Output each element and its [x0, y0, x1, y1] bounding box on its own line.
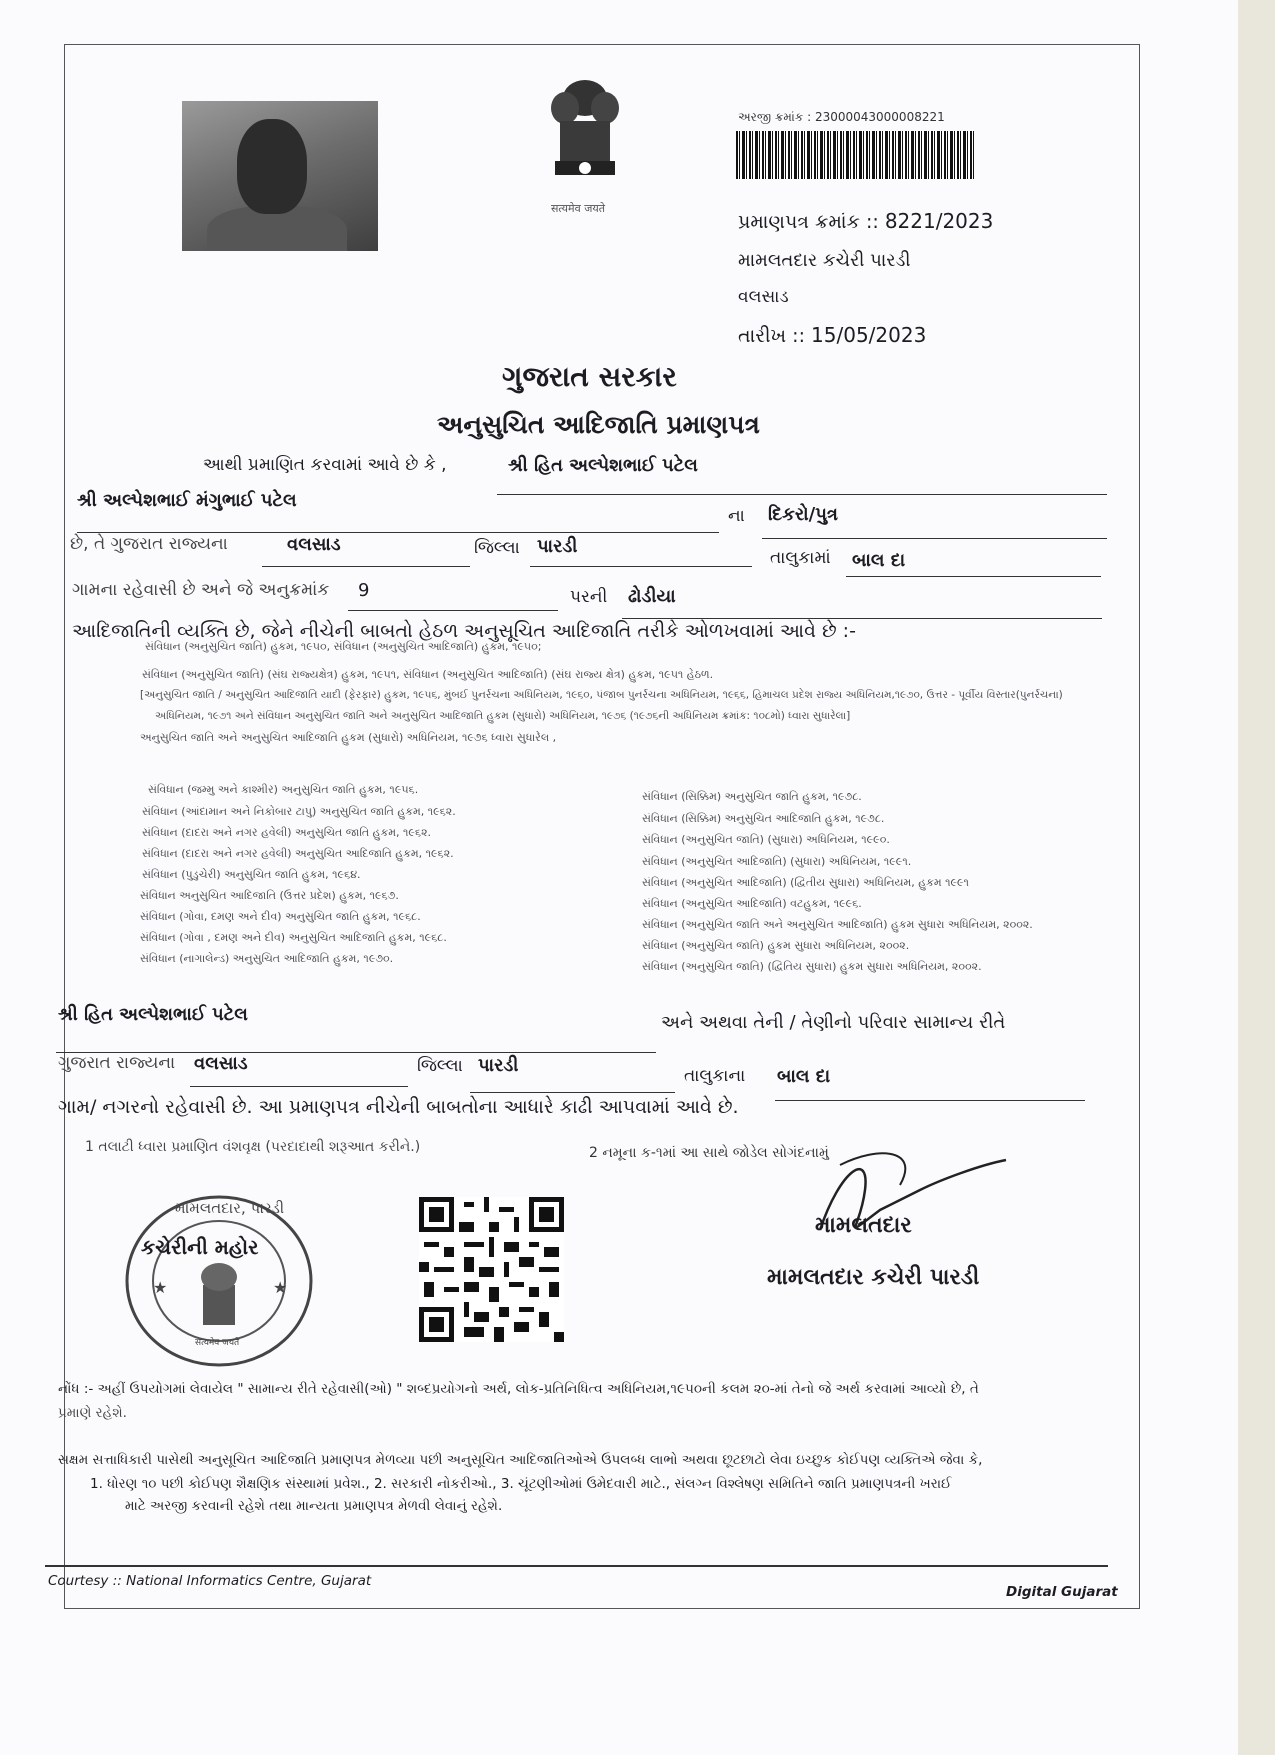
- svg-text:★: ★: [153, 1278, 168, 1297]
- law-line: સંવિધાન (અનુસુચિત જાતિ અને અનુસુચિત આદિજાતિ) હુકમ સુધારા અધિનિયમ, ૨૦૦૨.: [642, 918, 1033, 931]
- seal-ring-text: મામલતદાર, પારડી: [175, 1199, 285, 1217]
- tribe-name: ઢોડીયા: [628, 586, 676, 607]
- office-name: મામલતદાર કચેરી પારડી: [738, 250, 911, 271]
- note-line-5: માટે અરજી કરવાની રહેશે તથા માન્યતા પ્રમાણપત્ર મેળવી લેવાનું રહેશે.: [125, 1498, 503, 1514]
- qr-code: [419, 1197, 564, 1342]
- law-line: સંવિધાન (સિક્કિમ) અનુસુચિત જાતિ હુકમ, ૧૯૭૮.: [642, 790, 862, 803]
- law-line: સંવિધાન (અનુસુચિત જાતિ) (સુધારા) અધિનિયમ, ૧૯૯૦.: [642, 833, 890, 846]
- seal-motto: सत्यमेव जयते: [195, 1338, 240, 1348]
- residence-district: વલસાડ: [194, 1053, 248, 1074]
- family-text: અને અથવા તેની / તેણીનો પરિવાર સામાન્ય રીતે: [661, 1012, 1006, 1033]
- signature-scribble-icon: [780, 1130, 1010, 1260]
- on-label: પરની: [570, 587, 608, 607]
- residence-state-prefix: ગુજરાત રાજ્યના: [58, 1053, 176, 1073]
- certificate-number: પ્રમાણપત્ર ક્રમાંક :: 8221/2023: [738, 209, 994, 233]
- law-line: સંવિધાન (નાગાલેન્ડ) અનુસુચિત આદિજાતિ હુકમ, ૧૯૭૦.: [140, 952, 394, 965]
- village-value: બાલ દા: [852, 550, 906, 571]
- law-line: સંવિધાન (દાદરા અને નગર હવેલી) અનુસુચિત આદિજાતિ હુકમ, ૧૯૬૨.: [142, 847, 454, 860]
- resident-text: ગામના રહેવાસી છે અને જે અનુક્રમાંક: [72, 580, 330, 600]
- father-name: શ્રી અલ્પેશભાઈ મંગુભાઈ પટેલ: [77, 490, 297, 511]
- relation: દિકરો/પુત્ર: [768, 504, 838, 525]
- holder-photo: [182, 101, 378, 251]
- law-line: સંવિધાન (અનુસુચિત જાતિ) (સંઘ રાજ્યક્ષેત્ર) હુકમ, ૧૯૫૧, સંવિધાન (અનુસુચિત આદિજાતિ) (સંઘ રાજ્ય ક્ષેત્ર) હુકમ, ૧૯૫૧ હેઠળ.: [142, 668, 714, 681]
- signature-designation: મામલતદાર કચેરી પારડી: [767, 1265, 980, 1290]
- note-line-3: સક્ષમ સત્તાધિકારી પાસેથી અનુસૂચિત આદિજાતિ પ્રમાણપત્ર મેળવ્યા પછી અનુસૂચિત આદિજાતિઓએ ઉપલબ્ધ લાભો અથવા છૂટછાટો લેવા ઇચ્છુક કોઈપણ વ્યક્તિએ જેવા કે,: [58, 1452, 983, 1468]
- issue-date: તારીખ :: 15/05/2023: [738, 323, 927, 347]
- law-line: સંવિધાન (ગોવા, દમણ અને દીવ) અનુસુચિત જાતિ હુકમ, ૧૯૬૮.: [140, 910, 421, 923]
- government-heading: ગુજરાત સરકાર: [502, 360, 677, 393]
- scan-edge: [1238, 0, 1275, 1755]
- holder-name: શ્રી હિત અલ્પેશભાઈ પટેલ: [508, 455, 698, 476]
- state-prefix: છે, તે ગુજરાત રાજ્યના: [70, 534, 228, 554]
- residence-taluka: પારડી: [478, 1055, 519, 1076]
- residence-district-label: જિલ્લા: [417, 1056, 463, 1076]
- law-line: સંવિધાન (આંદામાન અને નિકોબાર ટાપુ) અનુસુચિત જાતિ હુકમ, ૧૯૬૨.: [142, 805, 456, 818]
- law-line: અધિનિયમ, ૧૯૭૧ અને સંવિધાન અનુસુચિત જાતિ અને અનુસુચિત આદિજાતિ હુકમ (સુધારો) અધિનિયમ, ૧૯૭૬ (૧૯૭૬ની અધિનિયમ ક્રમાંક: ૧૦૮મો) ધ્વારા સુધારેલા]: [155, 710, 851, 722]
- application-barcode: [736, 131, 974, 179]
- law-line: સંવિધાન (અનુસુચિત જાતિ) હુકમ સુધારા અધિનિયમ, ૨૦૦૨.: [642, 939, 910, 952]
- note-line-2: પ્રમાણે રહેશે.: [58, 1405, 127, 1421]
- law-line: સંવિધાન અનુસુચિત આદિજાતિ (ઉત્તર પ્રદેશ) હુકમ, ૧૯૬૭.: [140, 889, 399, 902]
- law-line: સંવિધાન (અનુસુચિત આદિજાતિ) (સુધારા) અધિનિયમ, ૧૯૯૧.: [642, 855, 912, 868]
- district-label: જિલ્લા: [474, 538, 520, 558]
- intro-text: આથી પ્રમાણિત કરવામાં આવે છે કે ,: [203, 455, 447, 475]
- law-line: સંવિધાન (ગોવા , દમણ અને દીવ) અનુસુચિત આદિજાતિ હુકમ, ૧૯૬૮.: [140, 931, 447, 944]
- law-line: સંવિધાન (અનુસુચિત જાતિ) (દ્વિતિય સુધારા) હુકમ સુધારા અધિનિયમ, ૨૦૦૨.: [642, 960, 982, 973]
- district-value: વલસાડ: [287, 534, 341, 555]
- law-line: સંવિધાન (સિક્કિમ) અનુસુચિત આદિજાતિ હુકમ, ૧૯૭૮.: [642, 812, 885, 825]
- note-line-1: નોંધ :- અહીં ઉપયોગમાં લેવાયેલ " સામાન્ય રીતે રહેવાસી(ઓ) " શબ્દપ્રયોગનો અર્થ, લોક-પ્રતિનિધિત્વ અધિનિયમ,૧૯૫૦ની કલમ ૨૦-માં તેનો જે અર્થ કરવામાં આવ્યો છે, તે: [58, 1381, 979, 1397]
- law-line: સંવિધાન (અનુસુચિત જાતિ) હુકમ, ૧૯૫૦, સંવિધાન (અનુસુચિત આદિજાતિ) હુકમ, ૧૯૫૦;: [145, 640, 542, 653]
- application-number: અરજી ક્રમાંક : 23000043000008221: [738, 110, 945, 124]
- law-line: સંવિધાન (પુડુચેરી) અનુસુચિત જાતિ હુકમ, ૧૯૬૪.: [142, 868, 361, 881]
- law-line: [અનુસુચિત જાતિ / અનુસુચિત આદિજાતિ યાદી (ફેરફાર) હુકમ, ૧૯૫૬, મુંબઈ પુનર્રચના અધિનિયમ, ૧૯૬૦, પંજાબ પુનર્રચના અધિનિયમ, ૧૯૬૬, હિમાચલ પ્રદેશ રાજ્ય અધિનિયમ,૧૯૭૦, ઉત્તર - પૂર્વીય વિસ્તાર(પુનર્રચના): [140, 689, 1063, 701]
- basis-item-2: 2 નમૂના ક-૧માં આ સાથે જોડેલ સોગંદનામું: [589, 1145, 829, 1161]
- taluka-label: તાલુકામાં: [770, 548, 831, 568]
- note-line-4: 1. ધોરણ ૧૦ પછી કોઈપણ શૈક્ષણિક સંસ્થામાં પ્રવેશ., 2. સરકારી નોકરીઓ., 3. ચૂંટણીઓમાં ઉમેદવારી માટે., સંલગ્ન વિશ્લેષણ સમિતિને જાતિ પ્રમાણપત્રની ખરાઈ: [90, 1476, 952, 1492]
- recognition-text: આદિજાતિની વ્યક્તિ છે, જેને નીચેની બાબતો હેઠળ અનુસૂચિત આદિજાતિ તરીકે ઓળખવામાં આવે છે :-: [72, 620, 856, 642]
- law-line: સંવિધાન (અનુસુચિત આદિજાતિ) વટહુકમ, ૧૯૯૬.: [642, 897, 862, 910]
- residence-taluka-label: તાલુકાના: [684, 1066, 746, 1086]
- office-district: વલસાડ: [738, 287, 789, 307]
- law-line: સંવિધાન (અનુસુચિત આદિજાતિ) (દ્વિતીય સુધારા) અધિનિયમ, હુકમ ૧૯૯૧: [642, 876, 969, 889]
- national-emblem-icon: [540, 76, 630, 196]
- seal-center-text: કચેરીની મહોર: [141, 1235, 259, 1259]
- basis-item-1: 1 તલાટી ધ્વારા પ્રમાણિત વંશવૃક્ષ (પરદાદાથી શરૂઆત કરીને.): [85, 1139, 421, 1155]
- footer-courtesy: Courtesy :: National Informatics Centre, Gujarat: [48, 1573, 372, 1589]
- signature-signed-text: મામલતદાર: [815, 1213, 912, 1238]
- law-line: સંવિધાન (જમ્મુ અને કાશ્મીર) અનુસુચિત જાતિ હુકમ, ૧૯૫૬.: [148, 783, 419, 796]
- emblem-motto: सत्यमेव जयते: [551, 202, 606, 215]
- serial-number: 9: [358, 580, 370, 601]
- of-text: ના: [728, 506, 745, 526]
- taluka-value: પારડી: [537, 536, 578, 557]
- law-line: સંવિધાન (દાદરા અને નગર હવેલી) અનુસુચિત જાતિ હુકમ, ૧૯૬૨.: [142, 826, 432, 839]
- residence-village: બાલ દા: [777, 1066, 831, 1087]
- svg-text:★: ★: [273, 1278, 288, 1297]
- residence-holder-name: શ્રી હિત અલ્પેશભાઈ પટેલ: [58, 1004, 248, 1025]
- certificate-title: અનુસુચિત આદિજાતિ પ્રમાણપત્ર: [437, 410, 760, 439]
- footer-brand: Digital Gujarat: [1006, 1584, 1118, 1600]
- residence-statement: ગામ/ નગરનો રહેવાસી છે. આ પ્રમાણપત્ર નીચેની બાબતોના આધારે કાઢી આપવામાં આવે છે.: [58, 1096, 739, 1118]
- law-line: અનુસુચિત જાતિ અને અનુસુચિત આદિજાતિ હુકમ (સુધારો) અધિનિયમ, ૧૯૭૬ ધ્વારા સુધારેલ ,: [140, 731, 557, 744]
- office-seal: [123, 1193, 315, 1369]
